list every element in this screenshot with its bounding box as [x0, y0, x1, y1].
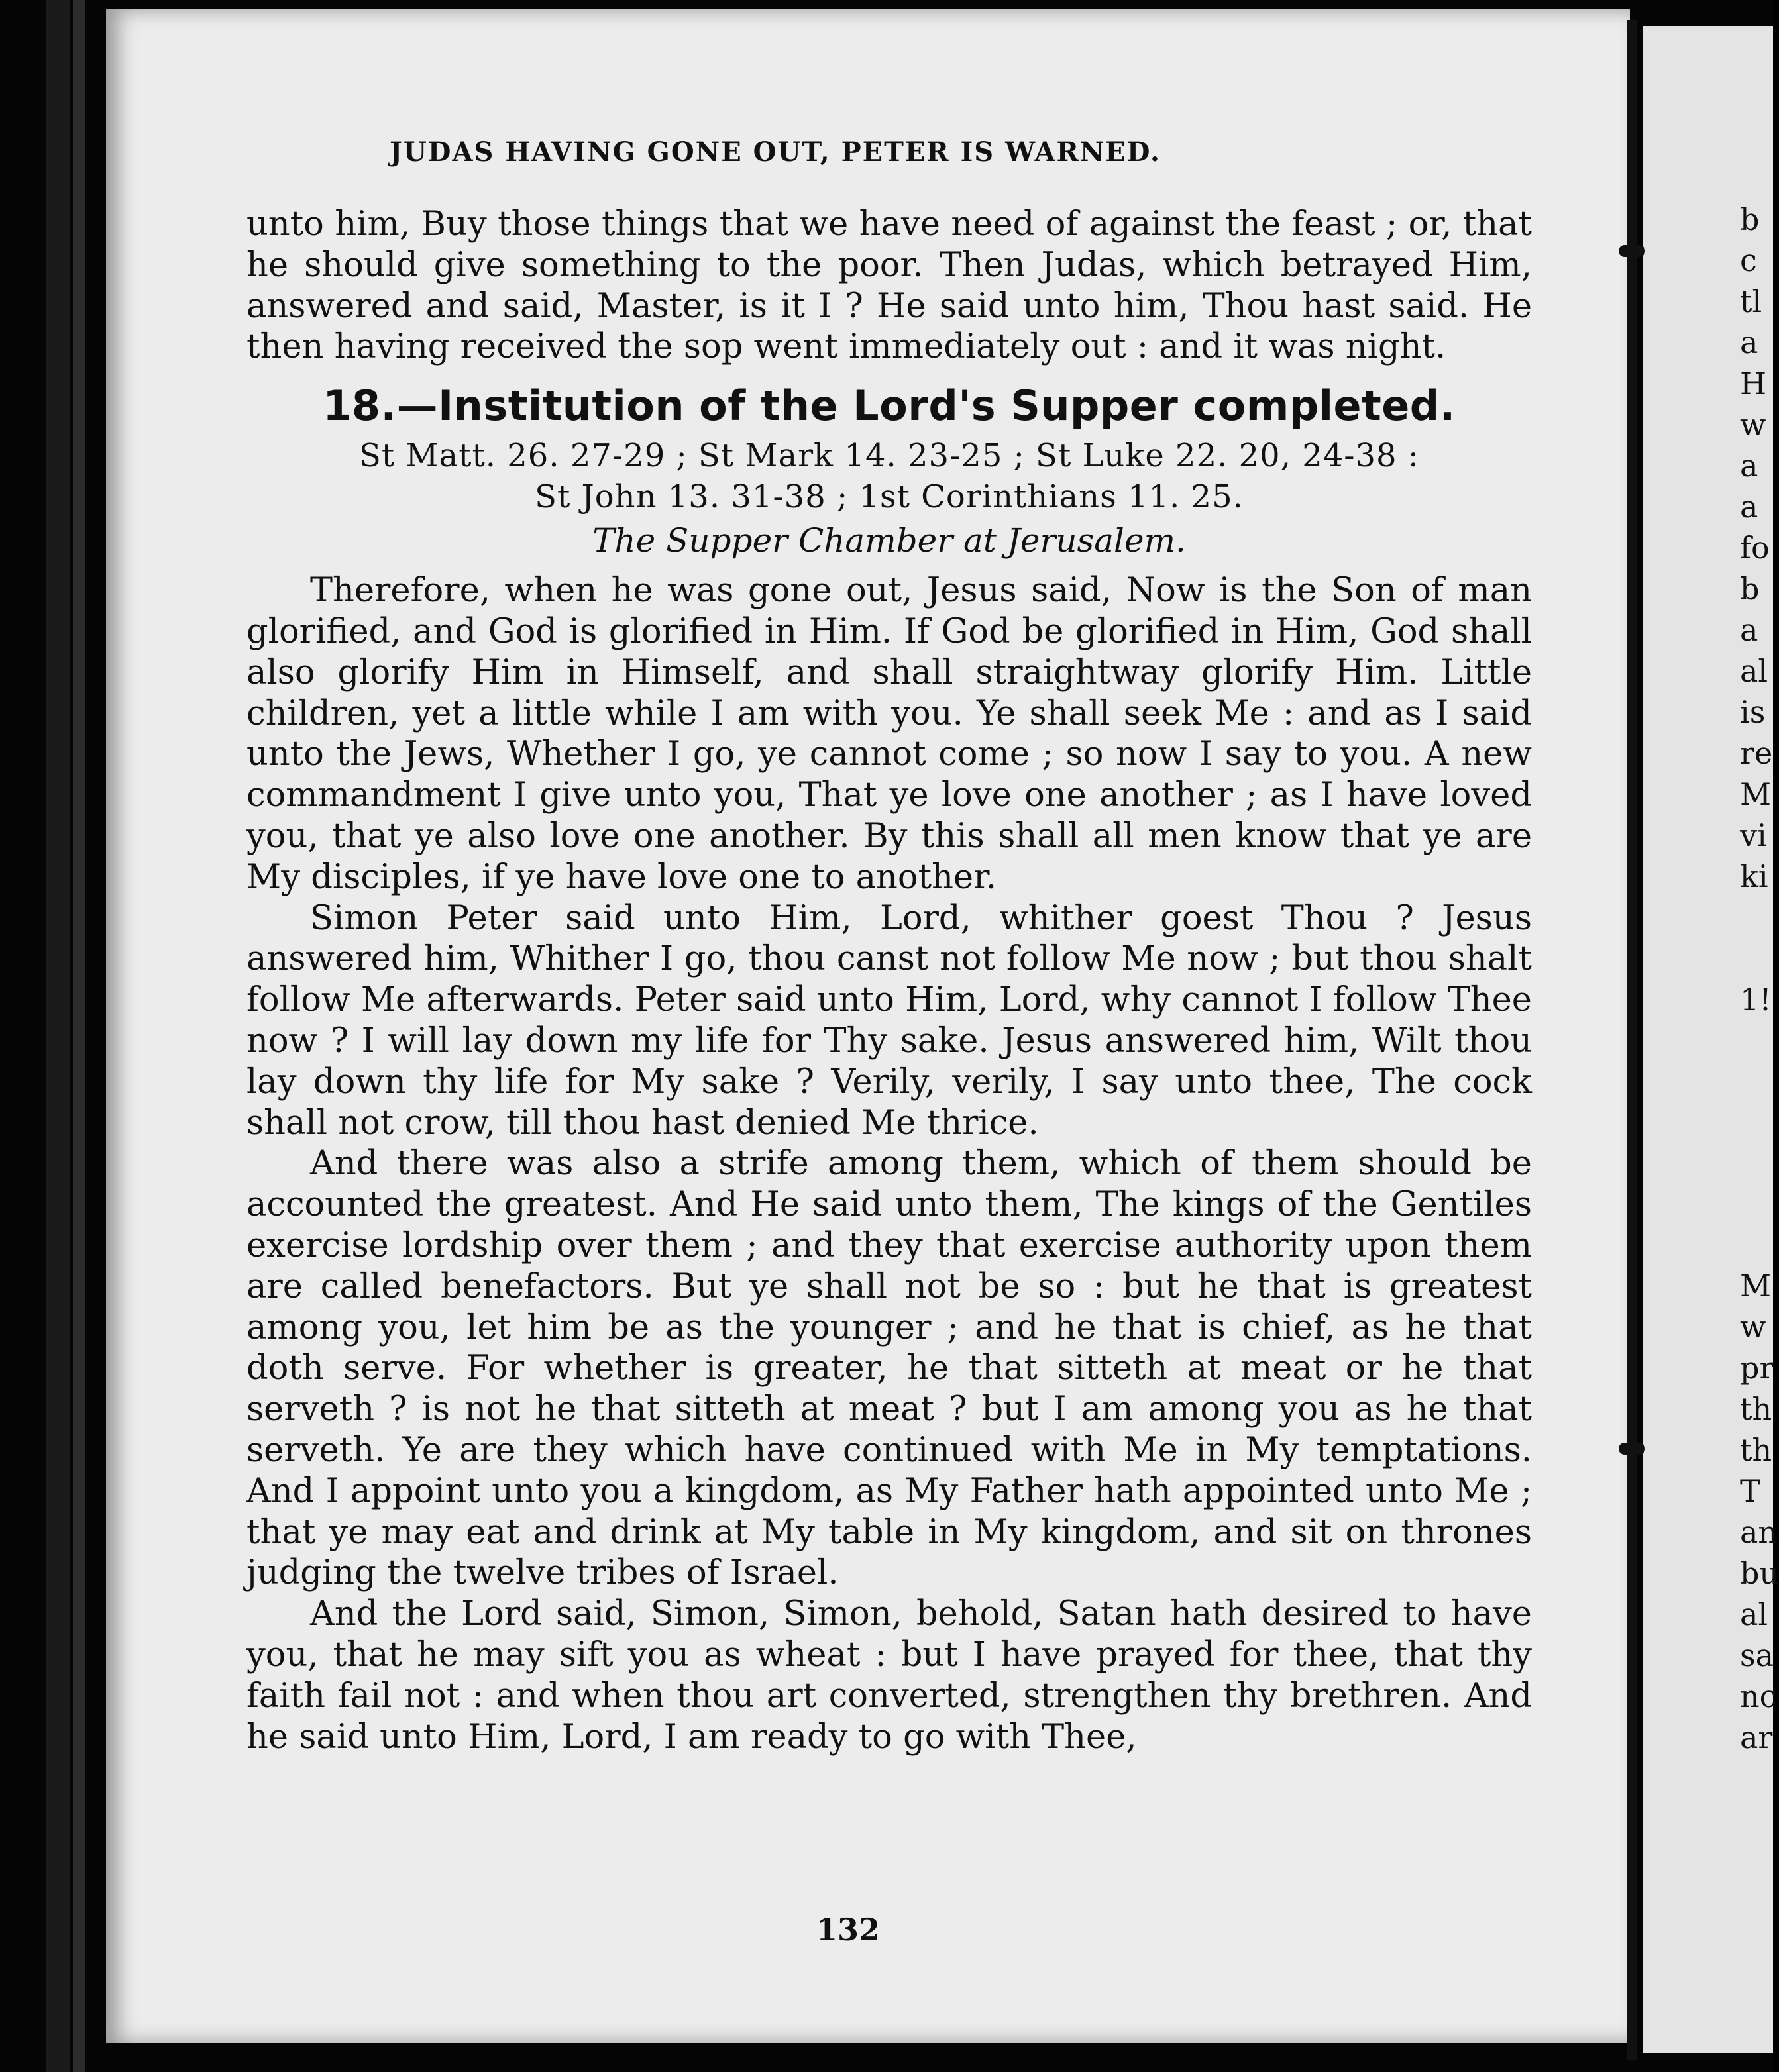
facing-fragment: ki: [1740, 858, 1768, 894]
facing-fragment: b: [1740, 201, 1760, 237]
facing-fragment: w: [1740, 407, 1766, 442]
paragraph: And the Lord said, Simon, Simon, behold, Satan hath desired to have you, that he may sift you as wheat : but I have prayed for thee, that thy faith fail not : and when thou art converted, strengthen thy brethren. And he said unto Him, Lord, I am ready to go with Thee,: [246, 1594, 1532, 1757]
facing-fragment: re: [1740, 735, 1773, 771]
fold-mark-bottom: [1619, 1443, 1645, 1455]
running-head: JUDAS HAVING GONE OUT, PETER IS WARNED.: [390, 136, 1161, 168]
facing-fragment: M: [1740, 776, 1772, 812]
facing-fragment: w: [1740, 1309, 1766, 1345]
facing-fragment: pr: [1740, 1350, 1774, 1386]
facing-fragment: a: [1740, 612, 1758, 648]
paragraph: Therefore, when he was gone out, Jesus said, Now is the Son of man glorified, and God is glorified in Him. If God be glorified in Him, God shall also glorify Him in Himself, and shall straightway glorify Him. Little children, yet a little while I am with you. Ye shall seek Me : and as I said unto the Jews, Whether I go, ye cannot come ; so now I say to you. A new commandment I give unto you, That ye love one another ; as I have loved you, that ye also love one another. By this shall all men know that ye are My disciples, if ye have love one to another.: [246, 571, 1532, 897]
facing-fragment: ar: [1740, 1720, 1773, 1755]
scripture-references-line-2: St John 13. 31-38 ; 1st Corinthians 11. 25.: [535, 478, 1244, 516]
facing-fragment: 1!: [1740, 982, 1772, 1017]
facing-fragment: a: [1740, 489, 1758, 525]
section-title: 18.—Institution of the Lord's Supper completed.: [323, 382, 1456, 431]
book-spine-edge: [46, 0, 70, 2072]
facing-fragment: th: [1740, 1391, 1772, 1427]
facing-fragment: tl: [1740, 284, 1762, 319]
facing-fragment: H: [1740, 366, 1767, 401]
facing-fragment: a: [1740, 325, 1758, 360]
facing-fragment: T: [1740, 1473, 1760, 1509]
facing-fragment: vi: [1740, 817, 1767, 853]
facing-fragment: M: [1740, 1268, 1772, 1304]
facing-fragment: fo: [1740, 530, 1770, 566]
scripture-references-line-1: St Matt. 26. 27-29 ; St Mark 14. 23-25 ; St Luke 22. 20, 24-38 :: [358, 437, 1420, 475]
facing-fragment: c: [1740, 242, 1757, 278]
facing-fragment: sa: [1740, 1637, 1774, 1673]
facing-fragment: nc: [1740, 1679, 1777, 1714]
paragraph-continued: unto him, Buy those things that we have need of against the feast ; or, that he should give something to the poor. Then Judas, which betrayed Him, answered and said, Master, is it I ? He said unto him, Thou hast said. He then having received the sop went immediately out : and it was night.: [246, 205, 1532, 367]
section-location: The Supper Chamber at Jerusalem.: [592, 521, 1186, 560]
fold-mark-top: [1619, 245, 1645, 257]
paragraph: Simon Peter said unto Him, Lord, whither goest Thou ? Jesus answered him, Whither I go, thou canst not follow Me now ; but thou shalt follow Me afterwards. Peter said unto Him, Lord, why cannot I follow Thee now ? I will lay down my life for Thy sake. Jesus answered him, Wilt thou lay down thy life for My sake ? Verily, verily, I say unto thee, The cock shall not crow, till thou hast denied Me thrice.: [246, 898, 1532, 1143]
book-spine-edge-inner: [73, 0, 85, 2072]
paragraph: And there was also a strife among them, which of them should be accounted the greatest. And He said unto them, The kings of the Gentiles exercise lordship over them ; and they that exercise authority upon them are called benefactors. But ye shall not be so : but he that is greatest among you, let him be as the younger ; and he that is chief, as he that doth serve. For whether is greater, he that sitteth at meat or he that serveth ? is not he that sitteth at meat ? but I am among you as he that serveth. Ye are they which have continued with Me in My temptations. And I appoint unto you a kingdom, as My Father hath appointed unto Me ; that ye may eat and drink at My table in My kingdom, and sit on thrones judging the twelve tribes of Israel.: [246, 1144, 1532, 1593]
facing-fragment: is: [1740, 694, 1766, 730]
facing-fragment: al: [1740, 653, 1768, 689]
page-number: 132: [816, 1912, 881, 1947]
page-fold-line: [1627, 20, 1637, 2060]
facing-fragment: b: [1740, 571, 1760, 607]
facing-fragment: al: [1740, 1596, 1768, 1632]
facing-fragment: th: [1740, 1432, 1772, 1468]
facing-fragment: a: [1740, 448, 1758, 484]
facing-page-text-fragments: [1740, 199, 1779, 1758]
facing-fragment: an: [1740, 1514, 1778, 1550]
page-body: [246, 204, 1532, 1757]
facing-fragment: bu: [1740, 1555, 1779, 1591]
